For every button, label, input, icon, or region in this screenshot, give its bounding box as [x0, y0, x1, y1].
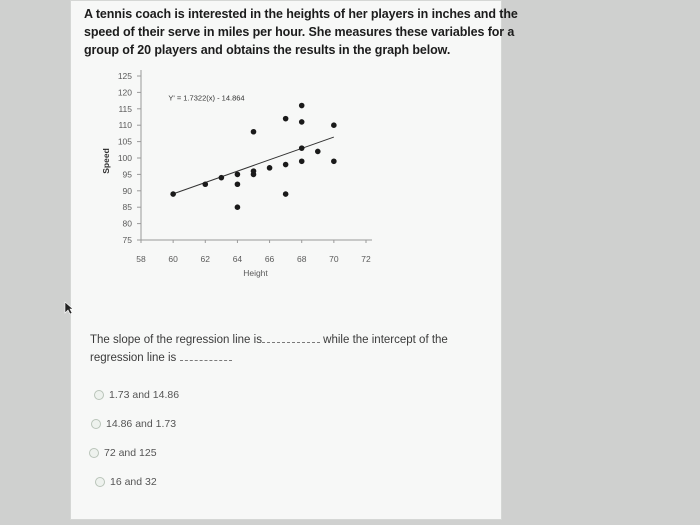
- data-point: [299, 158, 305, 164]
- x-axis-title: Height: [243, 268, 268, 278]
- data-point: [283, 191, 289, 197]
- data-point: [202, 181, 208, 187]
- y-tick-label: 100: [117, 153, 132, 163]
- y-tick-label: 120: [117, 87, 132, 98]
- option-label: 72 and 125: [104, 447, 157, 459]
- option-label: 16 and 32: [110, 476, 157, 488]
- data-point: [235, 172, 241, 178]
- answer-option[interactable]: [91, 418, 176, 430]
- option-label: 14.86 and 1.73: [106, 418, 177, 430]
- fill-in-text: The slope of the regression line is: [90, 334, 262, 346]
- x-tick-label: 64: [232, 254, 243, 264]
- x-tick-label: 60: [168, 254, 178, 264]
- data-point: [219, 175, 225, 181]
- data-point: [283, 116, 289, 122]
- radio-button[interactable]: [91, 419, 101, 429]
- data-point: [251, 172, 257, 178]
- y-tick-label: 105: [117, 136, 132, 147]
- data-point: [331, 158, 337, 164]
- fill-in-text: while the intercept of the: [323, 334, 448, 346]
- y-tick-label: 80: [122, 218, 132, 229]
- answer-option[interactable]: [89, 447, 157, 459]
- x-tick-label: 72: [361, 254, 371, 264]
- x-tick-label: 68: [296, 254, 307, 264]
- data-point: [251, 129, 257, 135]
- radio-button[interactable]: [95, 477, 105, 487]
- y-tick-label: 95: [122, 169, 132, 180]
- data-point: [299, 145, 305, 151]
- x-tick-label: 70: [329, 254, 339, 264]
- data-point: [299, 119, 305, 125]
- y-tick-label: 75: [122, 235, 132, 245]
- y-tick-label: 125: [117, 71, 132, 81]
- data-point: [235, 204, 241, 210]
- regression-equation: Y' = 1.7322(x) - 14.864: [168, 93, 245, 103]
- y-axis-title: Speed: [101, 148, 111, 174]
- radio-button[interactable]: [89, 448, 99, 458]
- fill-in-text: regression line is: [90, 352, 177, 364]
- data-point: [170, 191, 176, 197]
- x-tick-label: 66: [264, 254, 275, 264]
- y-tick-label: 110: [118, 120, 132, 131]
- data-point: [315, 149, 321, 155]
- data-point: [283, 162, 289, 168]
- mouse-pointer-icon: [64, 301, 74, 315]
- option-label: 1.73 and 14.86: [109, 389, 180, 401]
- question-line: A tennis coach is interested in the heights of her players in inches and the: [84, 7, 518, 21]
- regression-line: [173, 137, 334, 194]
- question-line: group of 20 players and obtains the results in the graph below.: [84, 43, 451, 57]
- data-point: [267, 165, 273, 171]
- y-tick-label: 115: [118, 103, 132, 114]
- data-point: [299, 103, 305, 109]
- question-line: speed of their serve in miles per hour. She measures these variables for a: [84, 25, 515, 39]
- y-tick-label: 85: [122, 202, 132, 213]
- y-tick-label: 90: [122, 185, 132, 196]
- answer-option[interactable]: [95, 476, 157, 488]
- x-tick-label: 58: [136, 254, 146, 264]
- data-point: [235, 181, 241, 187]
- radio-button[interactable]: [94, 390, 104, 400]
- x-tick-label: 62: [200, 254, 211, 264]
- answer-option[interactable]: [94, 389, 179, 401]
- data-point: [331, 122, 337, 128]
